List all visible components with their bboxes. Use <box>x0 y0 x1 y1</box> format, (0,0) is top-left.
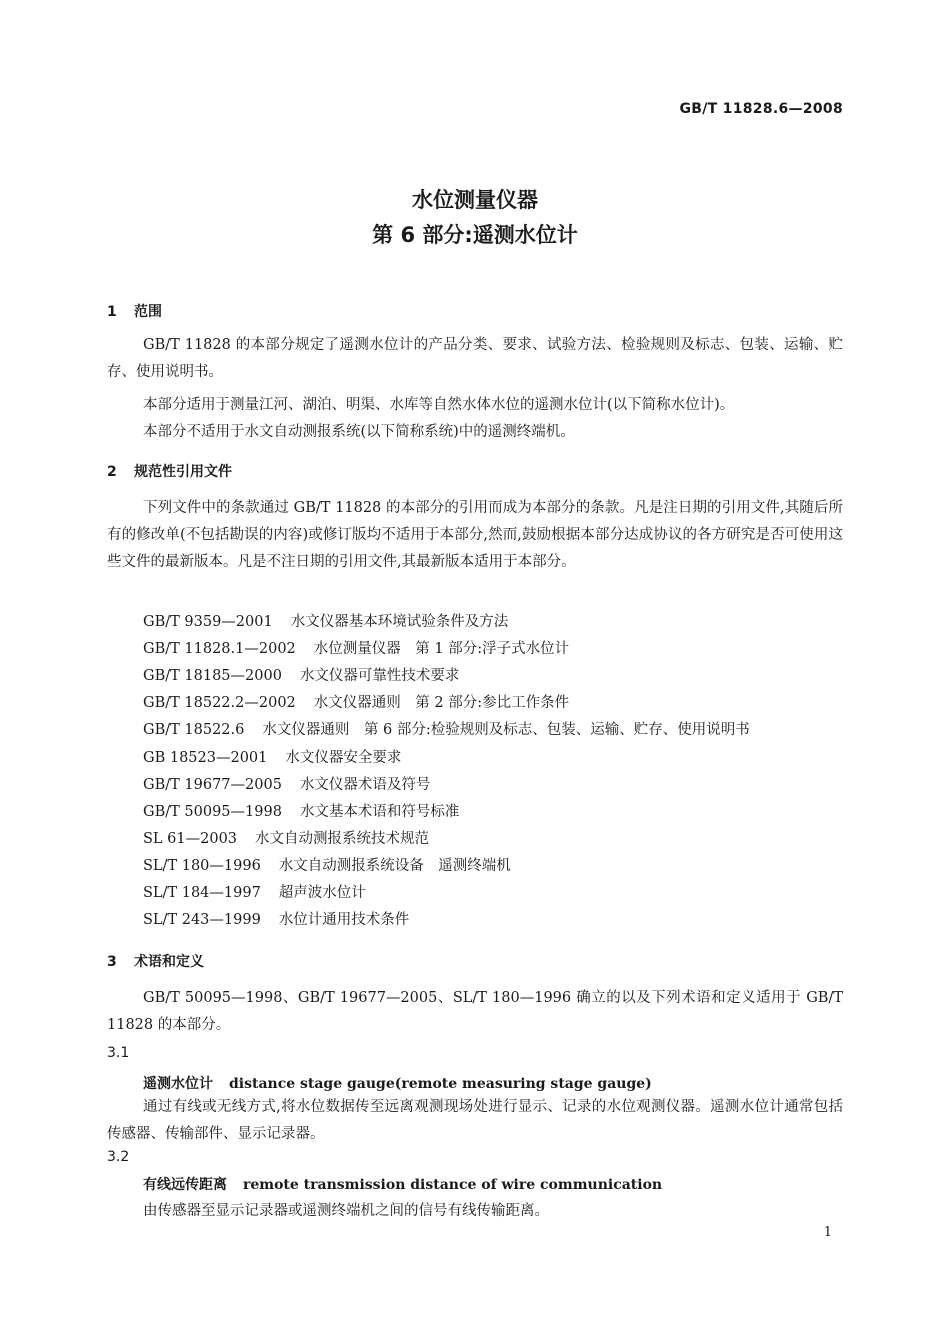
section-heading-terms-definitions <box>107 951 204 971</box>
term-definition: 通过有线或无线方式,将水位数据传至远离观测现场处进行显示、记录的水位观测仪器。遥测水位计通常包括传感器、传输部件、显示记录器。 <box>107 1099 843 1142</box>
reference-item <box>143 854 511 875</box>
scope-paragraph-1: GB/T 11828 的本部分规定了遥测水位计的产品分类、要求、试验方法、检验规则及标志、包装、运输、贮存、使用说明书。 <box>107 337 843 380</box>
section-title: 术语和定义 <box>134 954 204 970</box>
reference-code: GB 18523—2001 <box>143 750 268 766</box>
term-definition: 由传感器至显示记录器或遥测终端机之间的信号有线传输距离。 <box>143 1203 549 1219</box>
section-heading-normative-references <box>107 461 232 481</box>
reference-item <box>143 908 409 929</box>
reference-item <box>143 691 569 712</box>
standard-code: GB/T 11828.6—2008 <box>679 101 843 117</box>
section-number: 3 <box>107 954 117 970</box>
reference-code: GB/T 18522.2—2002 <box>143 695 296 711</box>
term-chinese: 遥测水位计 <box>143 1076 213 1092</box>
reference-item <box>143 610 508 631</box>
reference-title: 水位计通用技术条件 <box>278 912 410 928</box>
reference-item <box>143 800 459 821</box>
reference-title: 水文仪器术语及符号 <box>299 777 431 793</box>
reference-code: SL/T 243—1999 <box>143 912 261 928</box>
reference-title: 水文自动测报系统技术规范 <box>255 831 430 847</box>
term-entry <box>143 1073 652 1093</box>
section-number: 2 <box>107 464 117 480</box>
term-english: distance stage gauge(remote measuring stage gauge) <box>229 1076 652 1092</box>
reference-item <box>143 881 366 902</box>
reference-title: 水文仪器安全要求 <box>285 750 402 766</box>
document-subtitle: 第 6 部分:遥测水位计 <box>372 223 578 247</box>
term-english: remote transmission distance of wire communication <box>243 1177 663 1193</box>
scope-paragraph-3: 本部分不适用于水文自动测报系统(以下简称系统)中的遥测终端机。 <box>143 424 575 440</box>
reference-title: 水文仪器基本环境试验条件及方法 <box>290 614 509 630</box>
term-entry <box>143 1174 662 1194</box>
reference-code: GB/T 19677—2005 <box>143 777 282 793</box>
references-intro-paragraph: 下列文件中的条款通过 GB/T 11828 的本部分的引用而成为本部分的条款。凡是注日期的引用文件,其随后所有的修改单(不包括勘误的内容)或修订版均不适用于本部分,然而,鼓励根据本部分达成协议的各方研究是否可使用这些文件的最新版本。凡是不注日期的引用文件,其最新版本适用于本部分。 <box>107 500 843 570</box>
reference-title: 水文仪器通则 第 2 部分:参比工作条件 <box>313 695 570 711</box>
section-title: 规范性引用文件 <box>134 464 232 480</box>
reference-item <box>143 664 459 685</box>
reference-code: SL 61—2003 <box>143 831 238 847</box>
reference-item <box>143 773 430 794</box>
term-number: 3.1 <box>107 1045 130 1061</box>
reference-code: GB/T 50095—1998 <box>143 804 282 820</box>
reference-title: 水文基本术语和符号标准 <box>299 804 460 820</box>
page-number: 1 <box>823 1225 832 1240</box>
terms-intro-paragraph: GB/T 50095—1998、GB/T 19677—2005、SL/T 180—1996 确立的以及下列术语和定义适用于 GB/T 11828 的本部分。 <box>107 990 843 1033</box>
reference-title: 水文仪器通则 第 6 部分:检验规则及标志、包装、运输、贮存、使用说明书 <box>262 722 750 738</box>
scope-paragraph-2: 本部分适用于测量江河、湖泊、明渠、水库等自然水体水位的遥测水位计(以下简称水位计)。 <box>143 397 735 413</box>
section-heading-scope <box>107 301 162 321</box>
document-title: 水位测量仪器 <box>412 188 538 212</box>
reference-code: GB/T 9359—2001 <box>143 614 273 630</box>
section-title: 范围 <box>134 304 162 320</box>
section-number: 1 <box>107 304 117 320</box>
reference-title: 水位测量仪器 第 1 部分:浮子式水位计 <box>313 641 570 657</box>
term-chinese: 有线远传距离 <box>143 1177 227 1193</box>
reference-title: 水文自动测报系统设备 遥测终端机 <box>278 858 511 874</box>
reference-item <box>143 827 429 848</box>
reference-code: GB/T 18185—2000 <box>143 668 282 684</box>
reference-code: GB/T 11828.1—2002 <box>143 641 296 657</box>
term-number: 3.2 <box>107 1149 130 1165</box>
reference-title: 水文仪器可靠性技术要求 <box>299 668 460 684</box>
reference-item <box>143 718 750 739</box>
reference-item <box>143 637 569 658</box>
reference-code: GB/T 18522.6 <box>143 722 245 738</box>
reference-item <box>143 746 401 767</box>
reference-code: SL/T 180—1996 <box>143 858 261 874</box>
reference-title: 超声波水位计 <box>278 885 366 901</box>
reference-code: SL/T 184—1997 <box>143 885 261 901</box>
